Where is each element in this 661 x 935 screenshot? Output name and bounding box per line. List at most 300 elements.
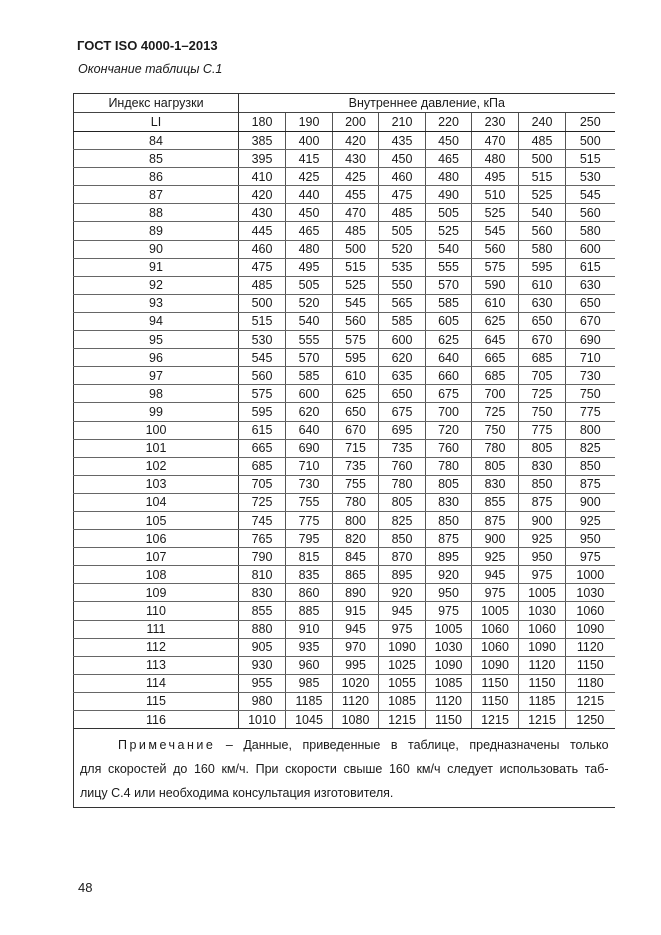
load-value-cell: 925 [472,548,519,566]
load-value-cell: 855 [472,493,519,511]
load-value-cell: 800 [566,421,615,439]
load-value-cell: 460 [239,240,286,258]
load-index-cell: 110 [74,602,239,620]
load-value-cell: 950 [566,530,615,548]
load-value-cell: 520 [286,294,333,312]
load-value-cell: 670 [519,331,566,349]
load-value-cell: 700 [472,385,519,403]
load-value-cell: 500 [566,132,615,150]
load-value-cell: 775 [566,403,615,421]
load-value-cell: 885 [286,602,333,620]
load-index-cell: 86 [74,168,239,186]
load-value-cell: 515 [239,312,286,330]
load-value-cell: 695 [379,421,426,439]
load-value-cell: 435 [379,132,426,150]
load-value-cell: 450 [286,204,333,222]
load-value-cell: 525 [333,276,379,294]
note-label: Примечание [118,738,216,753]
load-value-cell: 585 [426,294,472,312]
load-value-cell: 515 [333,258,379,276]
load-value-cell: 545 [333,294,379,312]
table-row [74,276,615,294]
table-caption: Окончание таблицы С.1 [78,62,223,76]
table-row [74,312,615,330]
load-value-cell: 1030 [426,638,472,656]
page-number: 48 [78,880,93,895]
load-value-cell: 650 [519,312,566,330]
load-value-cell: 850 [566,457,615,475]
load-value-cell: 1150 [426,711,472,729]
load-value-cell: 505 [286,276,333,294]
table-row [74,638,615,656]
load-value-cell: 915 [333,602,379,620]
load-value-cell: 490 [426,186,472,204]
load-value-cell: 510 [472,186,519,204]
load-index-cell: 112 [74,638,239,656]
load-value-cell: 975 [472,584,519,602]
load-value-cell: 820 [333,530,379,548]
load-value-cell: 975 [519,566,566,584]
load-index-cell: 95 [74,331,239,349]
load-value-cell: 725 [519,385,566,403]
load-value-cell: 1180 [566,674,615,692]
load-value-cell: 500 [519,150,566,168]
load-value-cell: 710 [566,349,615,367]
load-value-cell: 560 [519,222,566,240]
load-value-cell: 460 [379,168,426,186]
load-value-cell: 385 [239,132,286,150]
pressure-column-header: 220 [426,113,472,132]
table-row [74,150,615,168]
load-value-cell: 890 [333,584,379,602]
load-value-cell: 800 [333,511,379,529]
load-value-cell: 855 [239,602,286,620]
load-value-cell: 870 [379,548,426,566]
load-index-cell: 84 [74,132,239,150]
load-value-cell: 670 [566,312,615,330]
table-row [74,439,615,457]
load-index-cell: 113 [74,656,239,674]
load-value-cell: 805 [472,457,519,475]
load-value-cell: 960 [286,656,333,674]
load-value-cell: 410 [239,168,286,186]
load-value-cell: 875 [472,511,519,529]
load-value-cell: 825 [379,511,426,529]
load-value-cell: 560 [566,204,615,222]
load-value-cell: 850 [426,511,472,529]
load-value-cell: 480 [472,150,519,168]
load-value-cell: 945 [379,602,426,620]
table-row [74,493,615,511]
load-value-cell: 415 [286,150,333,168]
load-value-cell: 440 [286,186,333,204]
load-value-cell: 395 [239,150,286,168]
load-value-cell: 925 [519,530,566,548]
load-value-cell: 470 [333,204,379,222]
load-value-cell: 750 [519,403,566,421]
load-value-cell: 895 [379,566,426,584]
load-value-cell: 425 [286,168,333,186]
load-index-cell: 99 [74,403,239,421]
load-value-cell: 455 [333,186,379,204]
table-row [74,186,615,204]
load-value-cell: 705 [519,367,566,385]
load-value-cell: 540 [286,312,333,330]
load-value-cell: 635 [379,367,426,385]
load-value-cell: 610 [472,294,519,312]
table-row [74,711,615,729]
load-value-cell: 1215 [566,692,615,710]
load-index-cell: 101 [74,439,239,457]
table-row [74,530,615,548]
load-value-cell: 1030 [519,602,566,620]
load-value-cell: 780 [379,475,426,493]
load-value-cell: 1045 [286,711,333,729]
table-row [74,620,615,638]
load-index-cell: 115 [74,692,239,710]
load-value-cell: 565 [379,294,426,312]
table-body [74,132,615,729]
load-value-cell: 945 [333,620,379,638]
pressure-column-header: 180 [239,113,286,132]
load-value-cell: 520 [379,240,426,258]
load-index-cell: 94 [74,312,239,330]
load-value-cell: 480 [426,168,472,186]
document-title: ГОСТ ISO 4000-1–2013 [77,38,218,53]
load-value-cell: 575 [472,258,519,276]
load-value-cell: 580 [519,240,566,258]
load-value-cell: 660 [426,367,472,385]
load-value-cell: 485 [239,276,286,294]
load-value-cell: 830 [519,457,566,475]
load-index-cell: 100 [74,421,239,439]
load-value-cell: 875 [519,493,566,511]
load-value-cell: 1060 [519,620,566,638]
load-index-cell: 114 [74,674,239,692]
load-value-cell: 1150 [472,692,519,710]
load-value-cell: 675 [426,385,472,403]
load-index-cell: 88 [74,204,239,222]
load-value-cell: 720 [426,421,472,439]
load-value-cell: 1090 [566,620,615,638]
table-row [74,566,615,584]
load-value-cell: 535 [379,258,426,276]
load-value-cell: 805 [519,439,566,457]
table-row [74,240,615,258]
load-value-cell: 555 [286,331,333,349]
load-value-cell: 580 [566,222,615,240]
load-value-cell: 815 [286,548,333,566]
load-value-cell: 945 [472,566,519,584]
table-row [74,584,615,602]
load-value-cell: 1005 [472,602,519,620]
load-value-cell: 645 [472,331,519,349]
table-row [74,204,615,222]
load-value-cell: 545 [566,186,615,204]
load-value-cell: 595 [239,403,286,421]
load-value-cell: 430 [239,204,286,222]
load-value-cell: 450 [426,132,472,150]
load-value-cell: 715 [333,439,379,457]
load-value-cell: 1215 [472,711,519,729]
load-value-cell: 560 [239,367,286,385]
load-index-cell: 102 [74,457,239,475]
load-value-cell: 450 [379,150,426,168]
load-index-cell: 105 [74,511,239,529]
load-value-cell: 780 [472,439,519,457]
table-row [74,222,615,240]
load-value-cell: 970 [333,638,379,656]
load-value-cell: 835 [286,566,333,584]
load-value-cell: 420 [239,186,286,204]
load-value-cell: 570 [286,349,333,367]
load-index-cell: 111 [74,620,239,638]
load-value-cell: 845 [333,548,379,566]
load-value-cell: 555 [426,258,472,276]
load-value-cell: 685 [472,367,519,385]
load-index-cell: 116 [74,711,239,729]
load-value-cell: 585 [379,312,426,330]
load-value-cell: 1055 [379,674,426,692]
table-row [74,674,615,692]
load-value-cell: 750 [472,421,519,439]
load-value-cell: 905 [239,638,286,656]
load-value-cell: 585 [286,367,333,385]
load-value-cell: 1120 [566,638,615,656]
load-value-cell: 570 [426,276,472,294]
load-value-cell: 525 [472,204,519,222]
load-value-cell: 1150 [519,674,566,692]
load-value-cell: 515 [519,168,566,186]
load-value-cell: 605 [426,312,472,330]
load-value-cell: 795 [286,530,333,548]
load-value-cell: 545 [472,222,519,240]
load-value-cell: 700 [426,403,472,421]
load-value-cell: 850 [379,530,426,548]
load-value-cell: 525 [519,186,566,204]
load-value-cell: 920 [379,584,426,602]
load-value-cell: 650 [566,294,615,312]
load-value-cell: 755 [333,475,379,493]
load-value-cell: 465 [286,222,333,240]
load-value-cell: 650 [379,385,426,403]
load-value-cell: 495 [472,168,519,186]
load-value-cell: 975 [379,620,426,638]
load-value-cell: 780 [333,493,379,511]
table-row [74,548,615,566]
load-value-cell: 515 [566,150,615,168]
load-value-cell: 900 [472,530,519,548]
load-index-cell: 89 [74,222,239,240]
note-line-3: лицу С.4 или необходима консультация изготовителя. [80,786,394,801]
load-value-cell: 775 [519,421,566,439]
load-pressure-table [73,93,615,808]
load-value-cell: 860 [286,584,333,602]
load-value-cell: 1185 [519,692,566,710]
load-value-cell: 430 [333,150,379,168]
li-header: Индекс нагрузки [74,94,239,113]
table-row [74,331,615,349]
load-index-cell: 103 [74,475,239,493]
load-value-cell: 1005 [519,584,566,602]
load-value-cell: 485 [333,222,379,240]
load-index-cell: 85 [74,150,239,168]
load-value-cell: 925 [566,511,615,529]
load-index-cell: 90 [74,240,239,258]
load-index-cell: 98 [74,385,239,403]
load-value-cell: 895 [426,548,472,566]
load-value-cell: 950 [426,584,472,602]
load-index-cell: 91 [74,258,239,276]
load-value-cell: 730 [566,367,615,385]
load-value-cell: 665 [472,349,519,367]
load-value-cell: 485 [519,132,566,150]
load-value-cell: 620 [379,349,426,367]
load-index-cell: 92 [74,276,239,294]
load-value-cell: 690 [566,331,615,349]
load-value-cell: 600 [566,240,615,258]
load-value-cell: 690 [286,439,333,457]
load-value-cell: 685 [519,349,566,367]
load-value-cell: 735 [333,457,379,475]
load-value-cell: 850 [519,475,566,493]
load-value-cell: 875 [566,475,615,493]
note-line-2: для скоростей до 160 км/ч. При скорости свыше 160 км/ч следует использовать таб- [80,762,609,777]
table-row [74,692,615,710]
load-value-cell: 620 [286,403,333,421]
load-value-cell: 1085 [426,674,472,692]
load-value-cell: 995 [333,656,379,674]
load-index-cell: 97 [74,367,239,385]
load-value-cell: 530 [566,168,615,186]
load-value-cell: 630 [566,276,615,294]
load-value-cell: 530 [239,331,286,349]
load-value-cell: 590 [472,276,519,294]
table-row [74,656,615,674]
load-value-cell: 920 [426,566,472,584]
table-row [74,421,615,439]
table-row [74,294,615,312]
load-value-cell: 595 [333,349,379,367]
note-line-1 [80,733,609,757]
load-value-cell: 670 [333,421,379,439]
table-row [74,475,615,493]
load-value-cell: 805 [426,475,472,493]
table-row [74,602,615,620]
pressure-column-header: 240 [519,113,566,132]
load-value-cell: 650 [333,403,379,421]
load-value-cell: 1215 [379,711,426,729]
table-row [74,367,615,385]
load-index-cell: 108 [74,566,239,584]
load-value-cell: 575 [333,331,379,349]
load-value-cell: 760 [379,457,426,475]
load-value-cell: 765 [239,530,286,548]
load-value-cell: 600 [379,331,426,349]
load-value-cell: 865 [333,566,379,584]
table-row [74,258,615,276]
load-value-cell: 725 [239,493,286,511]
load-value-cell: 875 [426,530,472,548]
load-value-cell: 950 [519,548,566,566]
table-note [74,729,615,808]
load-value-cell: 1120 [333,692,379,710]
li-header-code: LI [74,113,239,132]
load-value-cell: 1090 [472,656,519,674]
pressure-column-header: 250 [566,113,615,132]
load-value-cell: 900 [519,511,566,529]
load-value-cell: 930 [239,656,286,674]
load-value-cell: 705 [239,475,286,493]
table-row [74,457,615,475]
table-row [74,132,615,150]
load-value-cell: 625 [426,331,472,349]
load-value-cell: 1025 [379,656,426,674]
load-value-cell: 540 [426,240,472,258]
load-value-cell: 830 [472,475,519,493]
load-value-cell: 470 [472,132,519,150]
load-value-cell: 755 [286,493,333,511]
load-value-cell: 500 [239,294,286,312]
load-value-cell: 1080 [333,711,379,729]
load-value-cell: 780 [426,457,472,475]
load-value-cell: 980 [239,692,286,710]
load-value-cell: 425 [333,168,379,186]
load-value-cell: 445 [239,222,286,240]
pressure-column-header: 230 [472,113,519,132]
load-value-cell: 1150 [472,674,519,692]
load-value-cell: 1000 [566,566,615,584]
pressure-column-header: 200 [333,113,379,132]
table-row [74,168,615,186]
load-value-cell: 505 [379,222,426,240]
load-value-cell: 610 [333,367,379,385]
load-value-cell: 560 [472,240,519,258]
load-index-cell: 104 [74,493,239,511]
load-index-cell: 106 [74,530,239,548]
load-value-cell: 900 [566,493,615,511]
load-value-cell: 595 [519,258,566,276]
load-value-cell: 790 [239,548,286,566]
load-value-cell: 1150 [566,656,615,674]
load-value-cell: 485 [379,204,426,222]
load-value-cell: 975 [566,548,615,566]
load-value-cell: 525 [426,222,472,240]
load-value-cell: 810 [239,566,286,584]
table-row [74,511,615,529]
load-value-cell: 1060 [472,620,519,638]
load-value-cell: 830 [239,584,286,602]
load-value-cell: 880 [239,620,286,638]
load-pressure-table-container [73,93,614,808]
load-value-cell: 1060 [472,638,519,656]
load-value-cell: 575 [239,385,286,403]
load-value-cell: 955 [239,674,286,692]
note-text-1: – Данные, приведенные в таблице, предназначены только [225,738,609,753]
load-value-cell: 760 [426,439,472,457]
load-value-cell: 545 [239,349,286,367]
load-value-cell: 685 [239,457,286,475]
load-value-cell: 480 [286,240,333,258]
table-row [74,349,615,367]
load-value-cell: 640 [286,421,333,439]
load-value-cell: 1060 [566,602,615,620]
table-row [74,385,615,403]
pressure-column-header: 210 [379,113,426,132]
load-value-cell: 1085 [379,692,426,710]
load-index-cell: 87 [74,186,239,204]
load-value-cell: 985 [286,674,333,692]
